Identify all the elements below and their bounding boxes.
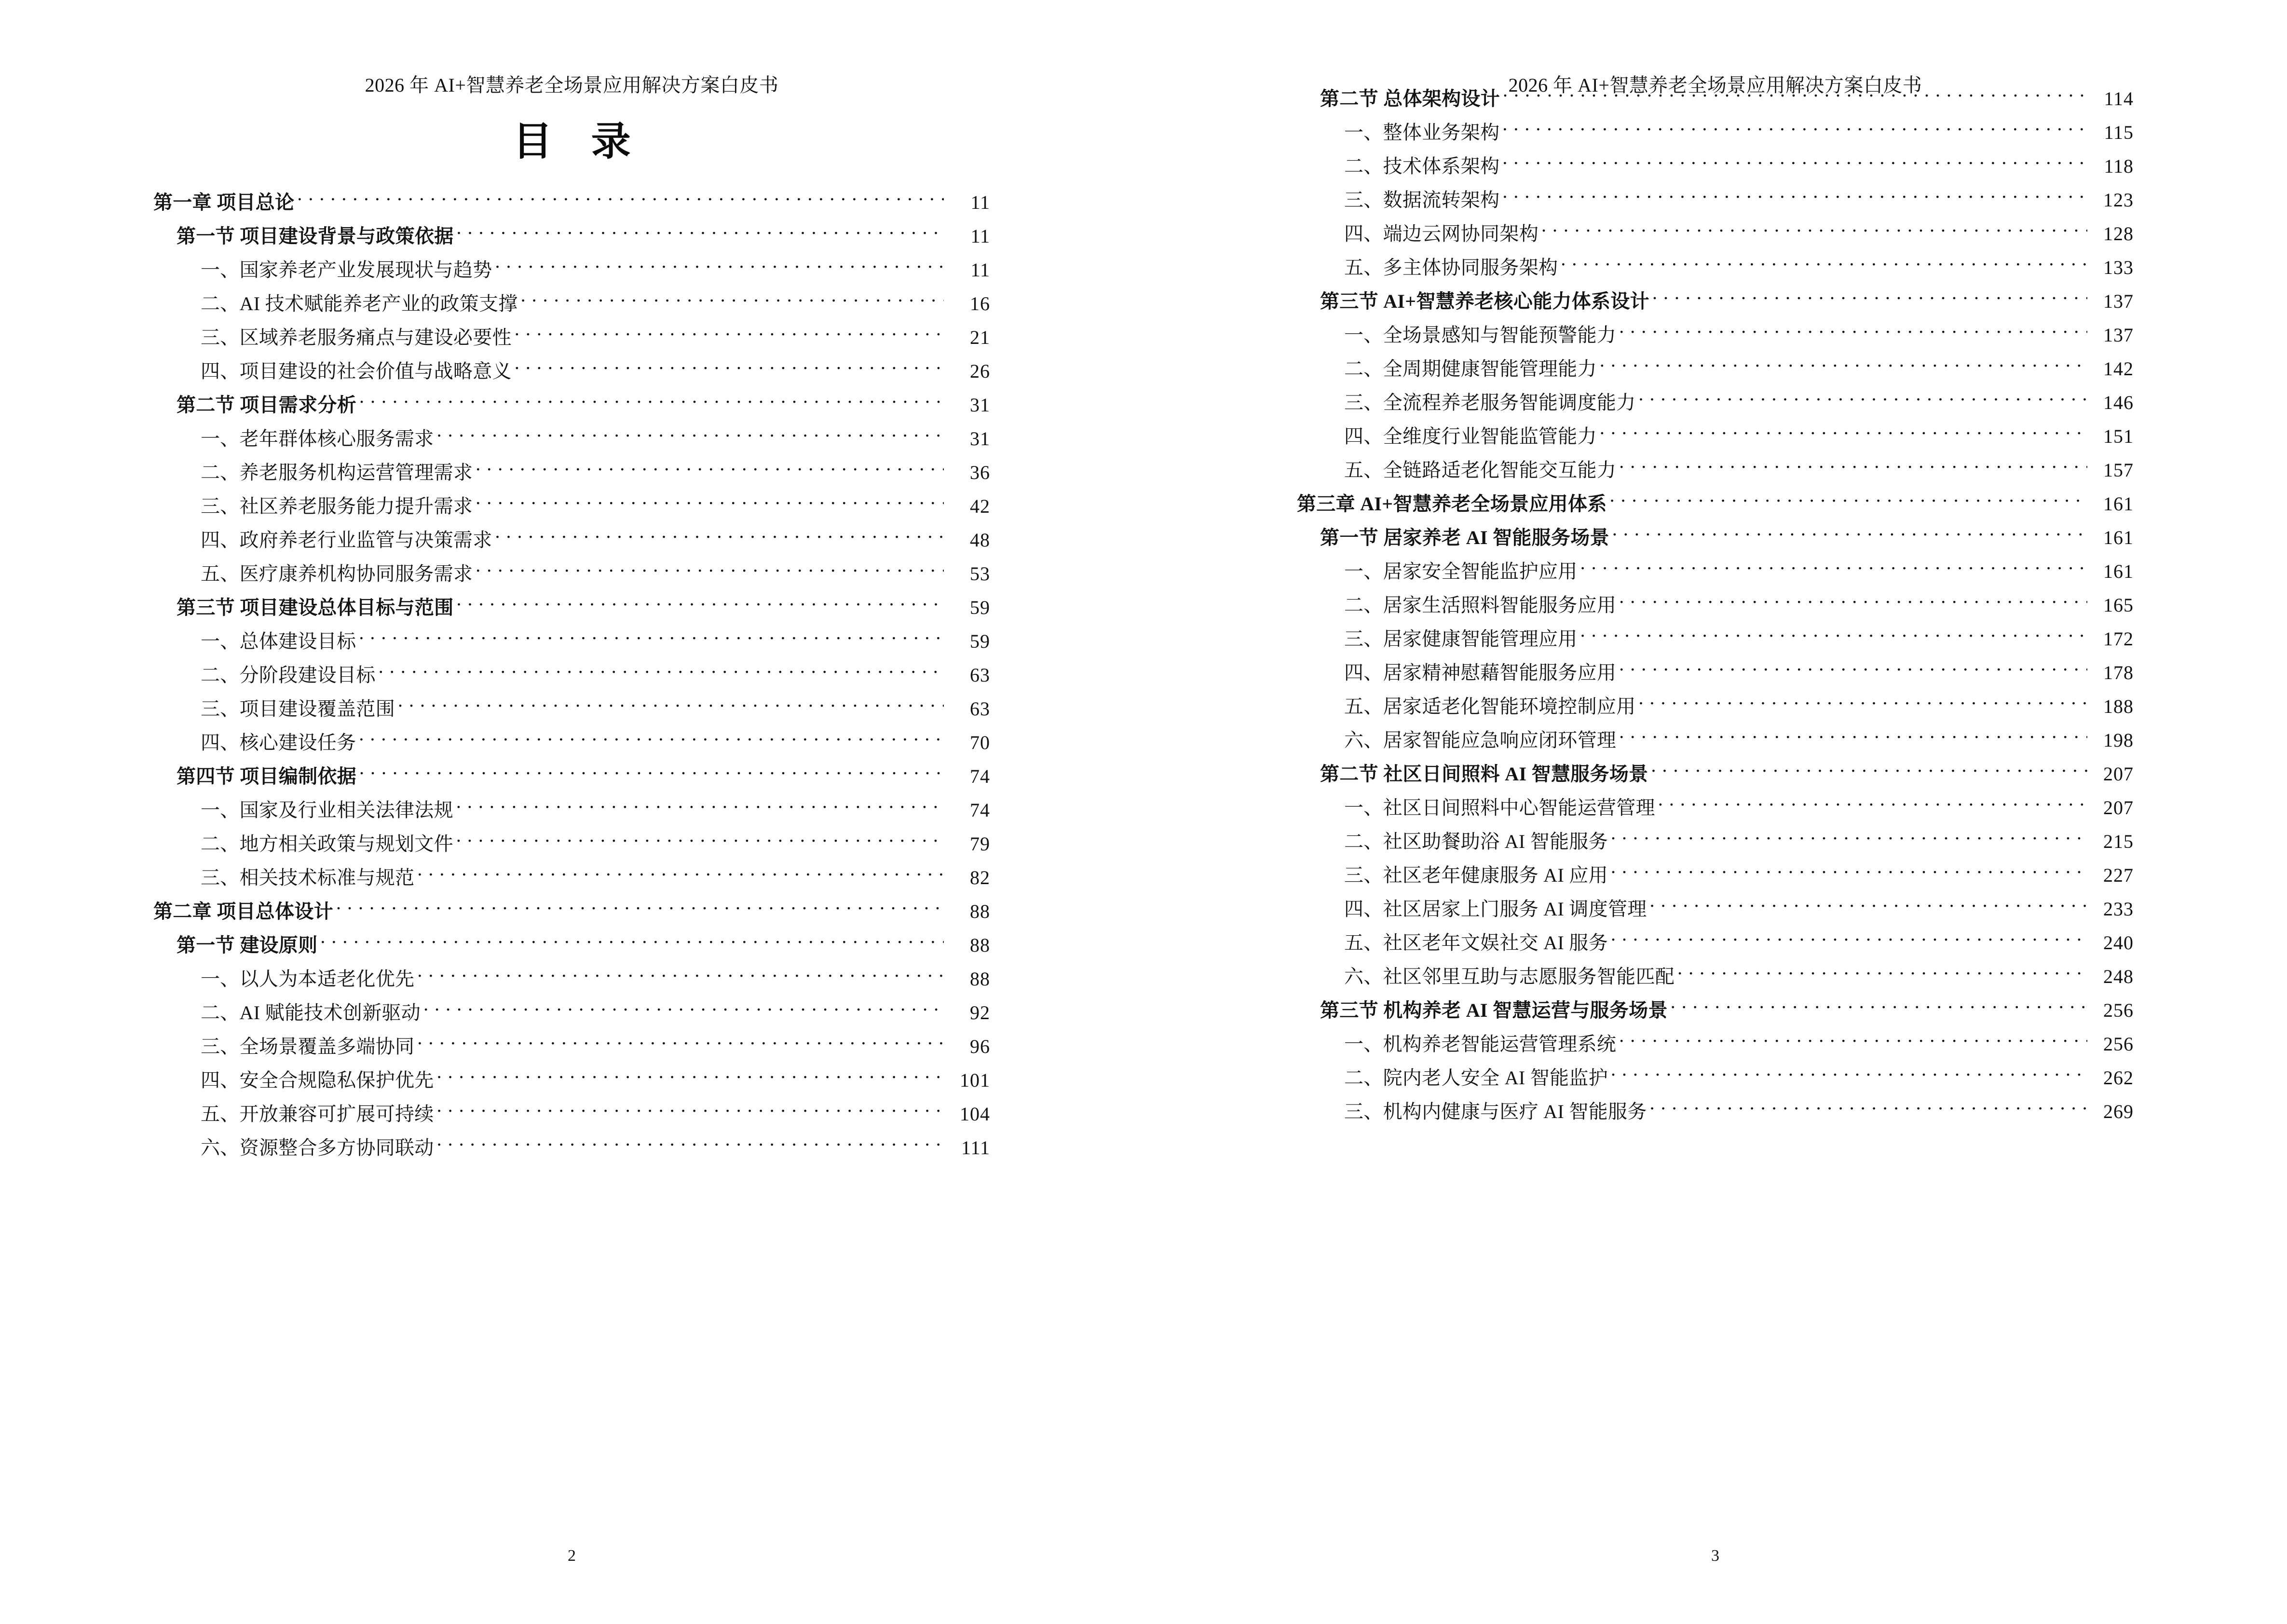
toc-dot-leader	[1503, 86, 2087, 105]
toc-entry-label: 四、居家精神慰藉智能服务应用	[1344, 662, 1617, 683]
toc-entry-label: 二、社区助餐助浴 AI 智能服务	[1344, 831, 1608, 852]
toc-dot-leader	[1652, 288, 2087, 308]
toc-entry-page-number: 36	[970, 462, 990, 483]
toc-entry-page-number: 118	[2104, 155, 2134, 177]
toc-entry-label: 一、以人为本适老化优先	[201, 968, 415, 990]
toc-entry[interactable]	[153, 355, 990, 388]
toc-entry-page-number: 151	[2103, 425, 2134, 447]
toc-list-left	[153, 186, 990, 1165]
toc-entry-label: 四、安全合规隐私保护优先	[201, 1069, 434, 1091]
toc-entry-label: 五、多主体协同服务架构	[1344, 257, 1558, 278]
toc-dot-leader	[359, 730, 944, 749]
toc-dot-leader	[320, 932, 944, 952]
toc-dot-leader	[1502, 120, 2087, 139]
toc-dot-leader	[1611, 930, 2087, 949]
toc-dot-leader	[1650, 896, 2087, 915]
toc-entry-label: 四、政府养老行业监管与决策需求	[201, 529, 492, 551]
toc-entry-page-number: 88	[970, 968, 990, 990]
toc-entry[interactable]	[153, 996, 990, 1030]
toc-entry-page-number: 227	[2103, 864, 2134, 886]
toc-entry-page-number: 59	[970, 597, 990, 618]
toc-entry-page-number: 207	[2103, 763, 2134, 785]
toc-dot-leader	[379, 662, 944, 682]
toc-dot-leader	[1658, 795, 2087, 814]
toc-dot-leader	[456, 797, 944, 817]
toc-entry-page-number: 74	[970, 765, 990, 787]
toc-entry-label: 一、整体业务架构	[1344, 122, 1500, 143]
toc-dot-leader	[1600, 356, 2087, 375]
toc-entry[interactable]	[1297, 82, 2134, 116]
toc-entry-page-number: 82	[970, 867, 990, 888]
toc-dot-leader	[1651, 761, 2087, 780]
toc-dot-leader	[398, 696, 944, 715]
toc-entry-label: 第二节 社区日间照料 AI 智慧服务场景	[1320, 763, 1648, 785]
toc-entry[interactable]	[1297, 859, 2134, 892]
toc-dot-leader	[1671, 997, 2087, 1017]
toc-entry-page-number: 48	[970, 529, 990, 551]
toc-dot-leader	[476, 493, 944, 513]
running-header: 2026 年 AI+智慧养老全场景应用解决方案白皮书	[365, 74, 779, 96]
toc-dot-leader	[1619, 322, 2087, 341]
toc-dot-leader	[359, 392, 944, 411]
toc-dot-leader	[457, 223, 944, 243]
toc-entry[interactable]	[1297, 723, 2134, 757]
toc-entry-label: 五、全链路适老化智能交互能力	[1344, 459, 1617, 481]
toc-entry-page-number: 16	[970, 293, 990, 314]
toc-entry-label: 第二节 总体架构设计	[1320, 88, 1500, 109]
toc-title: 目 录	[513, 120, 645, 164]
toc-list-right	[1297, 82, 2134, 1129]
toc-entry[interactable]	[1297, 487, 2134, 521]
toc-entry-label: 第一节 建设原则	[177, 934, 318, 956]
toc-entry[interactable]	[153, 321, 990, 355]
toc-entry-label: 第一节 项目建设背景与政策依据	[177, 225, 454, 247]
toc-entry-label: 一、国家养老产业发展现状与趋势	[201, 259, 492, 281]
toc-entry-page-number: 161	[2103, 493, 2134, 515]
toc-entry-page-number: 256	[2103, 999, 2134, 1021]
toc-entry-page-number: 59	[970, 630, 990, 652]
toc-entry-label: 一、国家及行业相关法律法规	[201, 799, 453, 821]
toc-entry[interactable]	[1297, 318, 2134, 352]
toc-dot-leader	[495, 257, 944, 276]
toc-entry-label: 三、相关技术标准与规范	[201, 867, 415, 888]
toc-dot-leader	[417, 966, 944, 985]
toc-dot-leader	[423, 1000, 944, 1019]
toc-dot-leader	[1619, 457, 2087, 477]
toc-entry[interactable]	[1297, 352, 2134, 386]
toc-entry[interactable]	[153, 760, 990, 793]
toc-dot-leader	[457, 595, 944, 614]
toc-entry-page-number: 256	[2103, 1033, 2134, 1055]
toc-entry-page-number: 137	[2103, 324, 2134, 346]
toc-dot-leader	[1619, 727, 2087, 747]
toc-dot-leader	[437, 1135, 944, 1154]
toc-entry[interactable]	[1297, 555, 2134, 588]
toc-entry-page-number: 11	[970, 259, 990, 281]
toc-entry-page-number: 128	[2103, 223, 2134, 245]
toc-entry-label: 三、社区老年健康服务 AI 应用	[1344, 864, 1608, 886]
page-right	[1144, 0, 2287, 1624]
toc-dot-leader	[1619, 1031, 2087, 1051]
toc-dot-leader	[495, 527, 944, 546]
toc-entry-label: 二、院内老人安全 AI 智能监护	[1344, 1067, 1608, 1089]
toc-entry-label: 三、数据流转架构	[1344, 189, 1500, 211]
toc-entry[interactable]	[153, 388, 990, 422]
toc-entry-label: 五、开放兼容可扩展可持续	[201, 1103, 434, 1125]
toc-entry-label: 五、医疗康养机构协同服务需求	[201, 563, 473, 585]
toc-entry-label: 第二节 项目需求分析	[177, 394, 356, 416]
toc-dot-leader	[1619, 660, 2087, 679]
toc-dot-leader	[1611, 862, 2087, 882]
toc-entry[interactable]	[153, 1030, 990, 1064]
toc-entry-label: 二、全周期健康智能管理能力	[1344, 358, 1597, 380]
toc-entry[interactable]	[153, 287, 990, 321]
toc-dot-leader	[476, 460, 944, 479]
toc-entry-page-number: 53	[970, 563, 990, 585]
toc-entry[interactable]	[1297, 994, 2134, 1027]
toc-entry[interactable]	[1297, 183, 2134, 217]
toc-entry[interactable]	[1297, 690, 2134, 723]
toc-entry-label: 六、居家智能应急响应闭环管理	[1344, 729, 1617, 751]
toc-entry-page-number: 111	[961, 1137, 990, 1159]
toc-entry-page-number: 96	[970, 1036, 990, 1057]
toc-entry[interactable]	[153, 827, 990, 861]
toc-entry[interactable]	[1297, 1061, 2134, 1095]
toc-entry-label: 第三节 机构养老 AI 智慧运营与服务场景	[1320, 999, 1668, 1021]
toc-entry-page-number: 133	[2103, 257, 2134, 278]
toc-entry-label: 一、居家安全智能监护应用	[1344, 560, 1578, 582]
toc-entry-page-number: 248	[2103, 966, 2134, 987]
toc-entry-label: 二、居家生活照料智能服务应用	[1344, 594, 1617, 616]
toc-entry-label: 二、地方相关政策与规划文件	[201, 833, 453, 855]
toc-entry-page-number: 70	[970, 732, 990, 753]
toc-entry-label: 六、资源整合多方协同联动	[201, 1137, 434, 1159]
toc-entry-page-number: 240	[2103, 932, 2134, 954]
toc-entry[interactable]	[153, 422, 990, 456]
toc-entry[interactable]	[153, 861, 990, 895]
toc-entry[interactable]	[1297, 251, 2134, 285]
toc-entry-label: 五、社区老年文娱社交 AI 服务	[1344, 932, 1608, 954]
toc-dot-leader	[1502, 187, 2087, 206]
toc-entry[interactable]	[1297, 656, 2134, 690]
toc-entry-label: 二、养老服务机构运营管理需求	[201, 462, 473, 483]
toc-dot-leader	[456, 831, 944, 850]
toc-entry[interactable]	[153, 658, 990, 692]
toc-entry[interactable]	[1297, 217, 2134, 251]
toc-entry[interactable]	[1297, 386, 2134, 420]
toc-entry[interactable]	[1297, 622, 2134, 656]
toc-dot-leader	[1677, 964, 2087, 983]
toc-entry[interactable]	[153, 219, 990, 253]
toc-entry[interactable]	[1297, 453, 2134, 487]
toc-entry[interactable]	[1297, 1027, 2134, 1061]
toc-entry-page-number: 178	[2103, 662, 2134, 683]
toc-entry-page-number: 146	[2103, 392, 2134, 413]
toc-entry[interactable]	[153, 591, 990, 625]
toc-entry-page-number: 11	[970, 191, 990, 213]
toc-entry-label: 一、全场景感知与智能预警能力	[1344, 324, 1617, 346]
toc-entry-page-number: 88	[970, 901, 990, 922]
toc-dot-leader	[1600, 423, 2087, 443]
toc-entry[interactable]	[153, 1131, 990, 1165]
toc-entry-label: 一、社区日间照料中心智能运营管理	[1344, 797, 1655, 819]
toc-entry[interactable]	[1297, 892, 2134, 926]
toc-entry-label: 二、AI 赋能技术创新驱动	[201, 1002, 421, 1024]
toc-entry[interactable]	[153, 928, 990, 962]
toc-entry[interactable]	[153, 625, 990, 658]
toc-entry[interactable]	[153, 456, 990, 490]
toc-dot-leader	[1612, 525, 2087, 544]
toc-entry-page-number: 101	[960, 1069, 990, 1091]
toc-entry-page-number: 88	[970, 934, 990, 956]
toc-entry-label: 一、总体建设目标	[201, 630, 356, 652]
toc-entry-page-number: 157	[2103, 459, 2134, 481]
toc-dot-leader	[1561, 255, 2087, 274]
toc-entry[interactable]	[1297, 150, 2134, 183]
toc-dot-leader	[437, 426, 944, 445]
page-folio-left: 2	[568, 1547, 576, 1565]
toc-entry[interactable]	[153, 523, 990, 557]
toc-entry[interactable]	[153, 895, 990, 928]
toc-entry-page-number: 31	[970, 394, 990, 416]
toc-entry-label: 第三章 AI+智慧养老全场景应用体系	[1297, 493, 1607, 515]
toc-entry-label: 四、社区居家上门服务 AI 调度管理	[1344, 898, 1647, 920]
toc-entry-label: 二、技术体系架构	[1344, 155, 1500, 177]
toc-dot-leader	[1580, 559, 2087, 578]
toc-dot-leader	[515, 358, 944, 378]
toc-entry[interactable]	[153, 726, 990, 760]
toc-entry-label: 三、社区养老服务能力提升需求	[201, 495, 473, 517]
toc-dot-leader	[336, 899, 944, 918]
toc-entry-page-number: 172	[2103, 628, 2134, 650]
toc-entry-page-number: 79	[970, 833, 990, 855]
toc-entry-label: 四、端边云网协同架构	[1344, 223, 1538, 245]
toc-entry-page-number: 161	[2103, 560, 2134, 582]
toc-entry[interactable]	[1297, 285, 2134, 318]
toc-entry-page-number: 123	[2103, 189, 2134, 211]
toc-entry-page-number: 11	[970, 225, 990, 247]
toc-entry-page-number: 198	[2103, 729, 2134, 751]
toc-entry-page-number: 31	[970, 428, 990, 450]
toc-dot-leader	[297, 190, 944, 209]
toc-entry-label: 三、机构内健康与医疗 AI 智能服务	[1344, 1101, 1647, 1122]
toc-entry-label: 四、全维度行业智能监管能力	[1344, 425, 1597, 447]
toc-entry[interactable]	[1297, 116, 2134, 150]
toc-entry-page-number: 262	[2103, 1067, 2134, 1089]
toc-dot-leader	[1611, 1065, 2087, 1084]
toc-entry[interactable]	[1297, 588, 2134, 622]
toc-dot-leader	[476, 561, 944, 580]
toc-entry-label: 六、社区邻里互助与志愿服务智能匹配	[1344, 966, 1675, 987]
toc-entry[interactable]	[153, 962, 990, 996]
toc-entry-label: 三、全流程养老服务智能调度能力	[1344, 392, 1636, 413]
toc-entry-label: 第一节 居家养老 AI 智能服务场景	[1320, 527, 1609, 548]
toc-dot-leader	[521, 291, 944, 310]
toc-entry-page-number: 215	[2103, 831, 2134, 852]
toc-entry-page-number: 161	[2103, 527, 2134, 548]
toc-dot-leader	[1650, 1099, 2087, 1118]
running-header: 2026 年 AI+智慧养老全场景应用解决方案白皮书	[1508, 74, 1922, 96]
toc-entry-page-number: 63	[970, 664, 990, 686]
toc-dot-leader	[1639, 694, 2088, 713]
toc-entry[interactable]	[153, 490, 990, 523]
toc-entry-label: 三、全场景覆盖多端协同	[201, 1036, 415, 1057]
toc-entry-label: 一、机构养老智能运营管理系统	[1344, 1033, 1617, 1055]
toc-entry-page-number: 42	[970, 495, 990, 517]
toc-dot-leader	[1541, 221, 2087, 240]
toc-entry-label: 第三节 项目建设总体目标与范围	[177, 597, 454, 618]
toc-entry-label: 二、AI 技术赋能养老产业的政策支撑	[201, 293, 518, 314]
toc-entry[interactable]	[153, 692, 990, 726]
toc-entry[interactable]	[1297, 1095, 2134, 1129]
toc-entry[interactable]	[1297, 420, 2134, 453]
toc-dot-leader	[1502, 153, 2087, 173]
toc-dot-leader	[437, 1101, 944, 1120]
toc-entry[interactable]	[153, 1097, 990, 1131]
toc-entry[interactable]	[1297, 825, 2134, 859]
toc-entry-page-number: 207	[2103, 797, 2134, 819]
toc-entry-label: 第一章 项目总论	[153, 191, 295, 213]
toc-dot-leader	[1611, 829, 2087, 848]
toc-entry-label: 二、分阶段建设目标	[201, 664, 376, 686]
toc-entry-label: 四、核心建设任务	[201, 732, 356, 753]
toc-entry-page-number: 63	[970, 698, 990, 720]
toc-dot-leader	[1580, 626, 2087, 645]
toc-entry-page-number: 142	[2103, 358, 2134, 380]
toc-entry[interactable]	[1297, 757, 2134, 791]
toc-dot-leader	[1610, 491, 2087, 510]
toc-entry-page-number: 137	[2103, 290, 2134, 312]
toc-entry-label: 第四节 项目编制依据	[177, 765, 356, 787]
toc-entry-label: 三、区域养老服务痛点与建设必要性	[201, 327, 512, 348]
toc-dot-leader	[417, 865, 944, 884]
toc-dot-leader	[437, 1067, 944, 1087]
toc-entry-page-number: 21	[970, 327, 990, 348]
toc-entry-page-number: 74	[970, 799, 990, 821]
toc-entry[interactable]	[153, 793, 990, 827]
toc-entry[interactable]	[153, 253, 990, 287]
toc-dot-leader	[359, 764, 944, 783]
toc-entry-label: 五、居家适老化智能环境控制应用	[1344, 696, 1636, 717]
toc-entry-page-number: 26	[970, 360, 990, 382]
toc-entry-page-number: 188	[2103, 696, 2134, 717]
toc-entry-page-number: 114	[2104, 88, 2134, 109]
toc-entry[interactable]	[1297, 926, 2134, 960]
toc-entry-page-number: 104	[960, 1103, 990, 1125]
toc-entry-label: 三、居家健康智能管理应用	[1344, 628, 1578, 650]
toc-entry-label: 一、老年群体核心服务需求	[201, 428, 434, 450]
toc-entry[interactable]	[153, 1064, 990, 1097]
toc-entry-page-number: 92	[970, 1002, 990, 1024]
toc-entry[interactable]	[153, 186, 990, 219]
toc-dot-leader	[359, 628, 944, 648]
toc-entry-page-number: 269	[2103, 1101, 2134, 1122]
toc-entry-label: 第三节 AI+智慧养老核心能力体系设计	[1320, 290, 1649, 312]
toc-entry-page-number: 233	[2103, 898, 2134, 920]
toc-entry[interactable]	[1297, 521, 2134, 555]
toc-entry-page-number: 115	[2104, 122, 2134, 143]
toc-entry-label: 第二章 项目总体设计	[153, 901, 333, 922]
toc-dot-leader	[417, 1034, 944, 1053]
toc-dot-leader	[1639, 390, 2088, 409]
toc-entry-label: 三、项目建设覆盖范围	[201, 698, 395, 720]
toc-entry[interactable]	[1297, 960, 2134, 994]
page-folio-right: 3	[1711, 1547, 1719, 1565]
toc-entry[interactable]	[153, 557, 990, 591]
toc-entry[interactable]	[1297, 791, 2134, 825]
toc-dot-leader	[1619, 592, 2087, 612]
toc-entry-page-number: 165	[2103, 594, 2134, 616]
toc-dot-leader	[515, 325, 944, 344]
toc-entry-label: 四、项目建设的社会价值与战略意义	[201, 360, 512, 382]
